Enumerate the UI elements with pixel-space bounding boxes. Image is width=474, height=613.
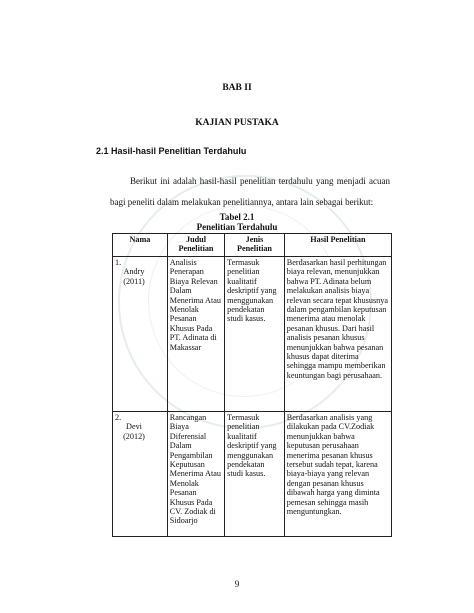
page-number: 9 xyxy=(234,579,240,589)
table-header-row xyxy=(113,234,392,257)
header-jenis: Jenis Penelitian xyxy=(225,234,285,257)
section-heading: 2.1 Hasil-hasil Penelitian Terdahulu xyxy=(96,146,247,156)
chapter-title: KAJIAN PUSTAKA xyxy=(195,118,279,128)
researcher-name: Andry (2011) xyxy=(123,267,145,286)
table-row xyxy=(113,412,392,537)
paragraph-line-2: bagi peneliti dalam melakukan penelitiannya, antara lain sebagai berikut: xyxy=(110,197,374,207)
header-nama: Nama xyxy=(113,234,168,257)
cell-judul: Analisis Penerapan Biaya Relevan Dalam Menerima Atau Menolak Pesanan Khusus Pada PT. Adinata di Makassar xyxy=(167,257,224,412)
row-number: 1. xyxy=(115,258,122,267)
row-number: 2. xyxy=(115,413,122,422)
cell-name xyxy=(113,257,168,412)
header-judul: Judul Penelitian xyxy=(167,234,224,257)
paragraph-line-1: Berikut ini adalah hasil-hasil penelitian terdahulu yang menjadi acuan xyxy=(130,176,390,186)
cell-judul: Rancangan Biaya Diferensial Dalam Pengambilan Keputusan Menerima Atau Menolak Pesanan Khusus Pada CV. Zodiak di Sidoarjo xyxy=(167,412,224,537)
researcher-name: Devi (2012) xyxy=(123,422,145,441)
cell-jenis: Termasuk penelitian kualitatif deskriptif yang menggunakan pendekatan studi kasus. xyxy=(225,257,285,412)
table-caption-number: Tabel 2.1 xyxy=(219,212,255,222)
research-table xyxy=(112,233,392,537)
table-row xyxy=(113,257,392,412)
chapter-number: BAB II xyxy=(222,83,252,93)
table-caption-title: Penelitian Terdahulu xyxy=(196,222,278,232)
header-hasil: Hasil Penelitian xyxy=(284,234,391,257)
cell-jenis: Termasuk penelitian kualitatif deskriptif yang menggunakan pendekatan studi kasus. xyxy=(225,412,285,537)
cell-hasil: Berdasarkan hasil perhitungan biaya relevan, menunjukkan bahwa PT. Adinata belum melakukan analisis biaya relevan secara tepat khususnya dalam pengambilan keputusan menerima atau menolak pesanan khusus. Dari hasil analisis pesanan khusus menunjukkan bahwa pesanan khusus dapat diterima sehingga mampu memberikan keuntungan bagi perusahaan. xyxy=(284,257,391,412)
cell-name xyxy=(113,412,168,537)
cell-hasil: Berdasarkan analisis yang dilakukan pada CV.Zodiak menunjukkan bahwa keputusan perusahaan menerima pesanan khusus tersebut sudah tepat, karena biaya-biaya yang relevan dengan pesanan khusus dibawah harga yang diminta pemesan sehingga masih menguntungkan. xyxy=(284,412,391,537)
